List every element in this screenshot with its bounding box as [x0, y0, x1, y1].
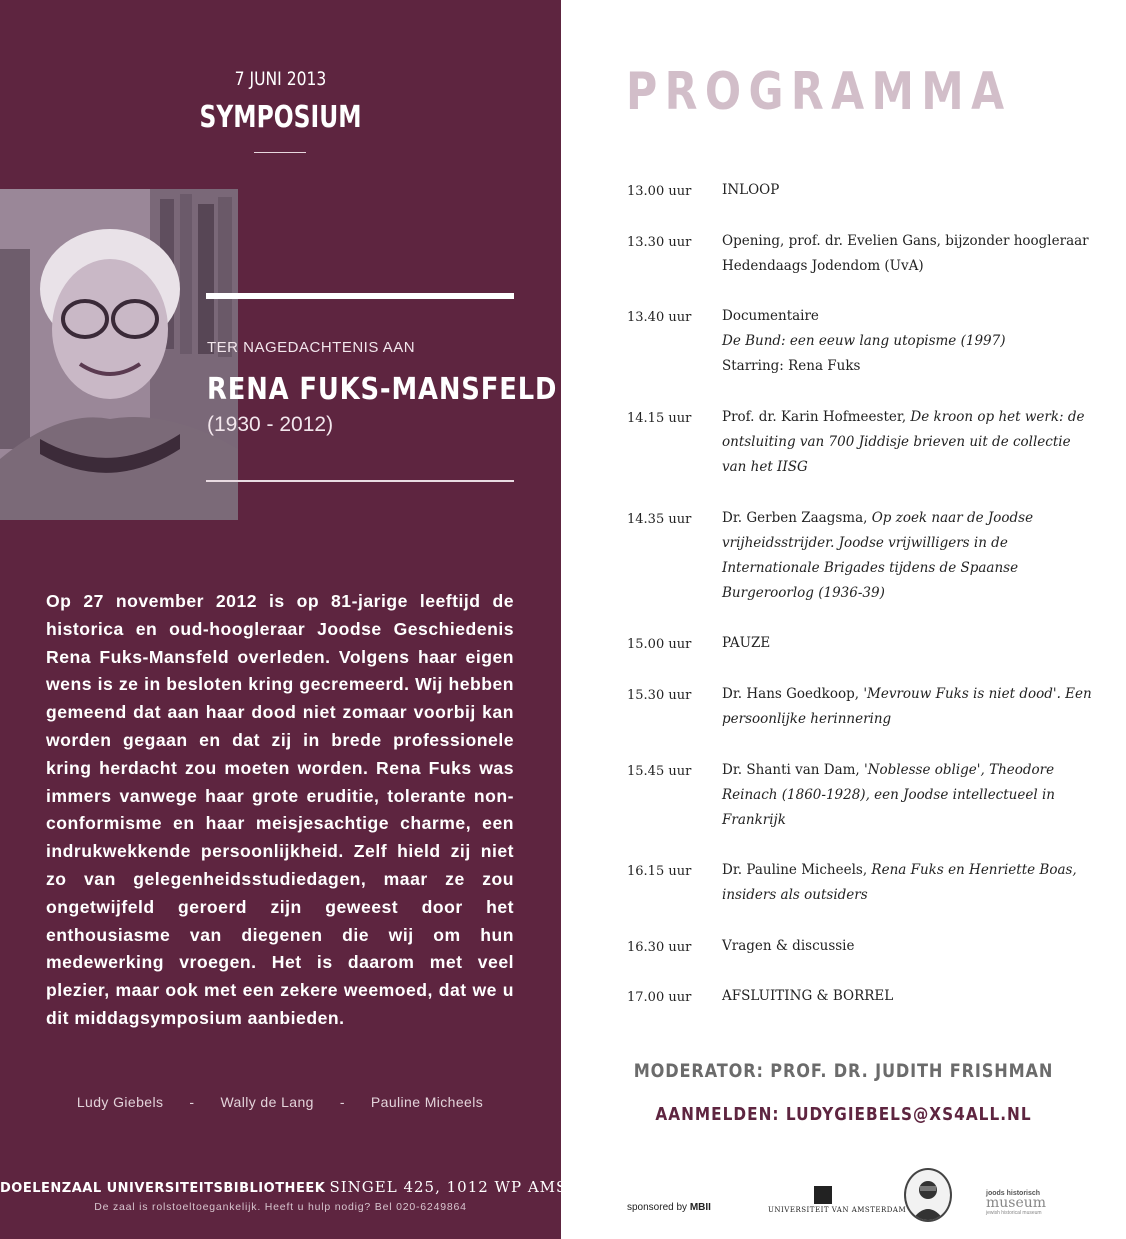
venue-address: SINGEL 425, 1012 WP AMSTERDAM	[329, 1178, 644, 1196]
accessibility-note: De zaal is rolstoeltoegankelijk. Heeft u hulp nodig? Bel 020-6249864	[94, 1201, 467, 1213]
program-title-text: Op zoek naar de Joodse vrijheidsstrijder. Joodse vrijwilligers in de Internationale Brigades tijdens de Spaanse Burgeroorlog (1936-39)	[722, 510, 1034, 601]
program-time: 15.45 uur	[627, 764, 692, 779]
program-speaker-text: Dr. Gerben Zaagsma,	[722, 510, 872, 526]
program-time: 13.40 uur	[627, 310, 692, 325]
program-time: 15.00 uur	[627, 637, 692, 652]
program-title-text: Rena Fuks en Henriette Boas, insiders als outsiders	[722, 862, 1077, 903]
program-time: 14.35 uur	[627, 512, 692, 527]
signer-separator: -	[339, 1094, 345, 1110]
footer-rule	[206, 480, 514, 482]
jhm-line1: joods historisch	[986, 1190, 1041, 1197]
program-time: 16.30 uur	[627, 940, 692, 955]
program-title-text: 'Mevrouw Fuks is niet dood'. Een persoonlijke herinnering	[722, 686, 1092, 727]
signer: Wally de Lang	[220, 1094, 314, 1110]
program-speaker-text: Dr. Shanti van Dam,	[722, 762, 865, 778]
program-time: 14.15 uur	[627, 411, 692, 426]
signer: Ludy Giebels	[76, 1094, 164, 1110]
program-description	[722, 506, 1097, 606]
program-speaker-text: Prof. dr. Karin Hofmeester,	[722, 409, 911, 425]
program-time: 13.00 uur	[627, 184, 692, 199]
program-speaker-text: PAUZE	[722, 635, 771, 651]
intro-text: Op 27 november 2012 is op 81-jarige leeftijd de historica en oud-hoogleraar Joodse Geschiedenis Rena Fuks-Mansfeld overleden. Volgens haar eigen wens is ze in besloten kring gecremeerd. Wij hebben gemeend dat aan haar dood niet zomaar voorbij kan worden gegaan en dat zij in brede professionele kring herdacht zou moeten worden. Rena Fuks was immers vanwege haar grote eruditie, tolerante non-conformisme en haar meisjesachtige charme, een indrukwekkende persoonlijkheid. Zelf hield zij niet zo van gelegenheidsstudiedagen, maar ze zou ongetwijfeld geroerd zijn geweest door het enthousiasme van diegenen die wij om hun medewerking vroegen. Het is daarom met veel plezier, maar ook met een zekere weemoed, dat we u dit middagsymposium aanbieden.	[46, 591, 514, 1028]
signer: Pauline Micheels	[370, 1094, 484, 1110]
program-description	[722, 178, 1097, 203]
jhm-line2: museum	[986, 1195, 1047, 1211]
signer-separator: -	[189, 1094, 195, 1110]
memoriam-label: TER NAGEDACHTENIS AAN	[207, 339, 416, 356]
registration[interactable]: AANMELDEN: LUDYGIEBELS@XS4ALL.NL	[655, 1104, 1032, 1125]
program-speaker-text: Dr. Hans Goedkoop,	[722, 686, 864, 702]
program-speaker-text: Opening, prof. dr. Evelien Gans, bijzonder hoogleraar Hedendaags Jodendom (UvA)	[722, 233, 1089, 274]
sponsored-by-label: sponsored by	[627, 1202, 688, 1213]
program-speaker-text: Vragen & discussie	[722, 938, 855, 954]
program-title-text: De kroon op het werk: de ontsluiting van 700 Jiddisje brieven uit de collectie van het IISG	[722, 409, 1085, 475]
program-speaker-text: AFSLUITING & BORREL	[722, 988, 894, 1004]
uva-logo	[768, 1186, 907, 1214]
portrait-photo	[0, 189, 238, 520]
divider	[254, 152, 306, 153]
uva-name: UNIVERSITEIT VAN AMSTERDAM	[768, 1206, 907, 1214]
program-speaker-text: INLOOP	[722, 182, 780, 198]
sponsor-name: MBII	[689, 1202, 711, 1213]
header-rule	[206, 293, 514, 299]
venue-name: DOELENZAAL UNIVERSITEITSBIBLIOTHEEK	[0, 1181, 326, 1196]
program-speaker-text: Documentaire	[722, 308, 819, 324]
jhm-logo	[986, 1190, 1056, 1216]
program-description	[722, 758, 1097, 833]
portrait-seal-icon	[904, 1168, 952, 1222]
program-description	[722, 682, 1097, 732]
program-description	[722, 405, 1097, 480]
program-time: 15.30 uur	[627, 688, 692, 703]
program-title-text: De Bund: een eeuw lang utopisme (1997)	[722, 333, 1006, 349]
program-time: 13.30 uur	[627, 235, 692, 250]
program-description	[722, 229, 1097, 279]
program-description	[722, 304, 1097, 379]
event-title: SYMPOSIUM	[199, 100, 362, 135]
signers	[46, 1094, 514, 1110]
program-description	[722, 934, 1097, 959]
program-speaker-text: Dr. Pauline Micheels,	[722, 862, 872, 878]
program-time: 17.00 uur	[627, 990, 692, 1005]
program-description	[722, 984, 1097, 1009]
event-date: 7 JUNI 2013	[234, 68, 327, 90]
program-speaker-text: Starring: Rena Fuks	[722, 358, 861, 374]
honoree-name: RENA FUKS-MANSFELD	[207, 372, 558, 407]
program-description	[722, 858, 1097, 908]
program-description	[722, 631, 1097, 656]
honoree-years: (1930 - 2012)	[207, 413, 334, 436]
moderator: MODERATOR: PROF. DR. JUDITH FRISHMAN	[633, 1060, 1054, 1082]
program-time: 16.15 uur	[627, 864, 692, 879]
program-title-text: 'Noblesse oblige', Theodore Reinach (1860-1928), een Joodse intellectueel in Frankrijk	[722, 762, 1055, 828]
sponsor-credit	[627, 1202, 711, 1213]
uva-crest-icon	[814, 1186, 832, 1204]
program-title: PROGRAMMA	[626, 62, 1012, 122]
venue	[0, 1178, 644, 1196]
jhm-line3: jewish historical museum	[986, 1210, 1042, 1216]
